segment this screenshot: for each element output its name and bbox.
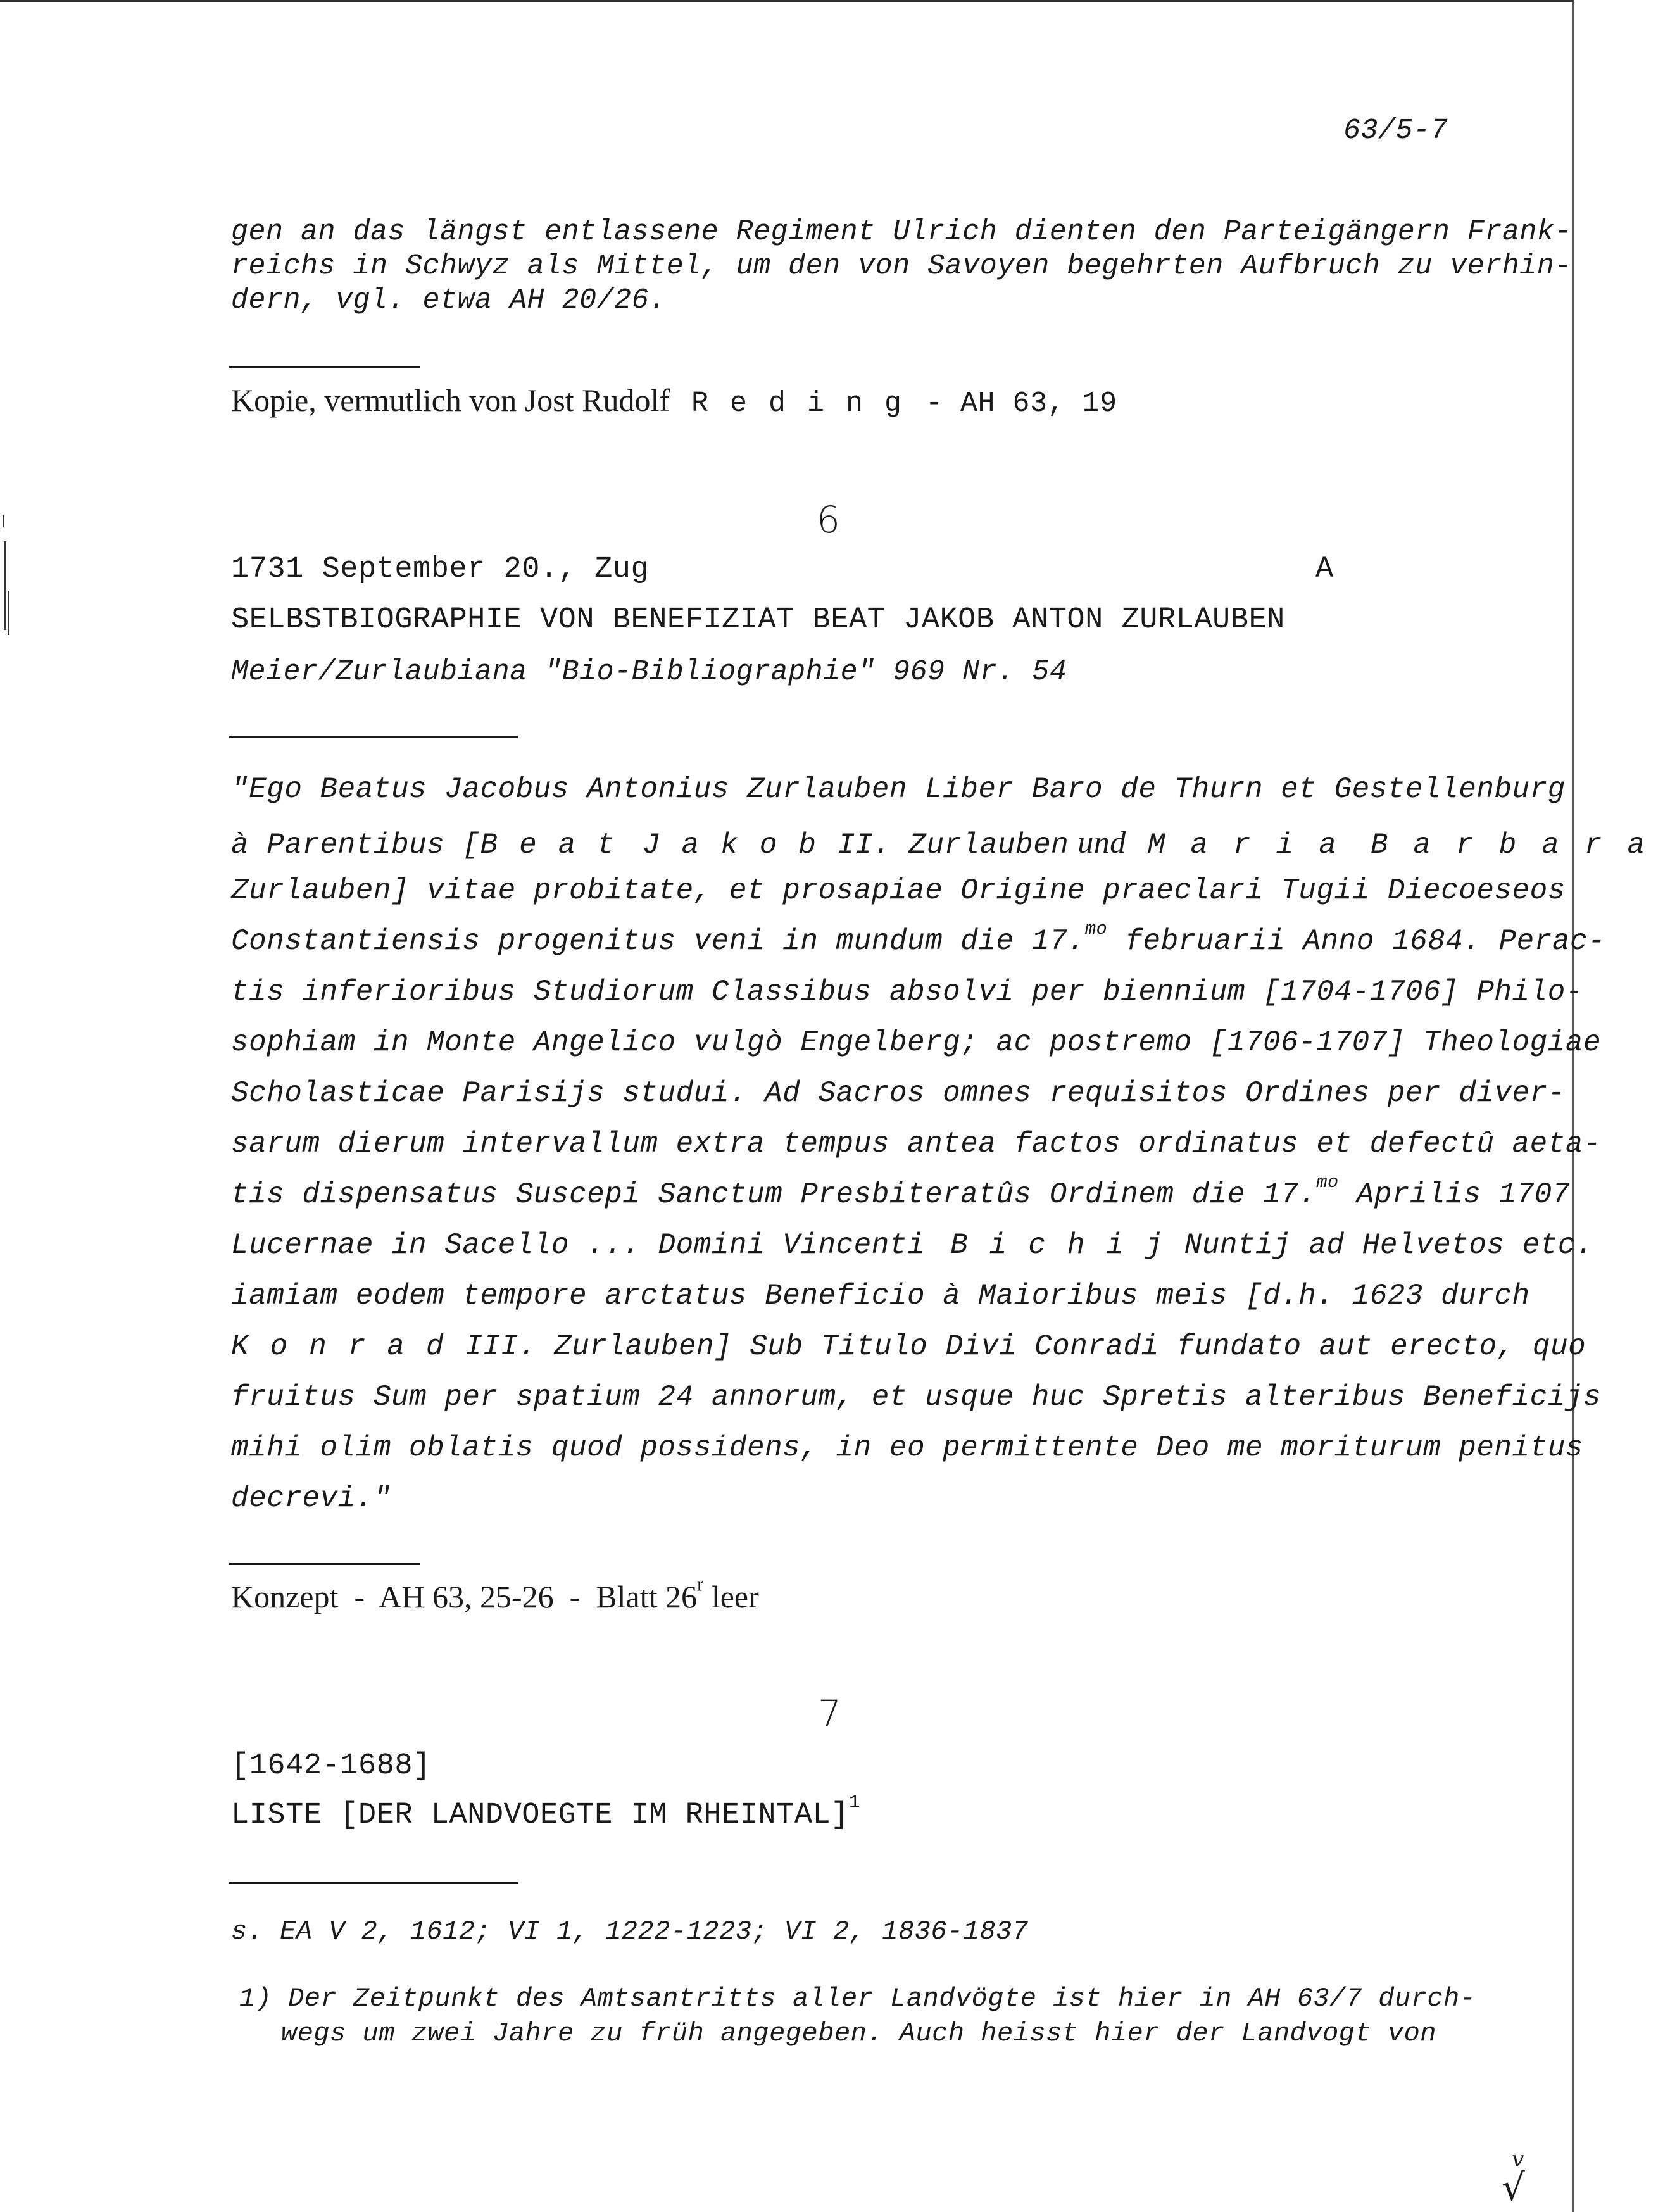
quote-line: "Ego Beatus Jacobus Antonius Zurlauben Liber Baro de Thurn et Gestellenburg <box>231 773 1566 806</box>
quote-text: II. Zurlauben <box>837 829 1069 862</box>
doc6-date: 1731 September 20., Zug <box>231 553 650 586</box>
quote-line <box>231 1229 1593 1262</box>
quote-text: Aprilis 1707 <box>1356 1178 1570 1211</box>
quote-line: iamiam eodem tempore arctatus Beneficio à Maioribus meis [d.h. 1623 durch <box>231 1279 1530 1312</box>
source-text: Konzept - AH 63, 25-26 - Blatt 26 <box>231 1579 698 1614</box>
quote-line <box>231 1330 1586 1363</box>
superscript: r <box>697 1573 704 1595</box>
document-number-6: 6 <box>817 498 840 541</box>
source-line-1 <box>231 382 1117 420</box>
quote-text: à Parentibus [ <box>231 829 480 862</box>
spaced-name-konrad: Konrad <box>231 1330 465 1363</box>
margin-scan-mark <box>3 515 4 527</box>
quote-line: decrevi." <box>231 1482 391 1515</box>
quote-line: tis inferioribus Studiorum Classibus absolvi per biennium [1704-1706] Philo- <box>231 976 1583 1009</box>
page-number: 63/5-7 <box>1343 115 1448 147</box>
doc7-date: [1642-1688] <box>231 1749 431 1783</box>
margin-scan-mark <box>8 591 9 635</box>
spaced-name-beat: Beat <box>480 829 636 862</box>
separator-rule <box>229 1882 518 1884</box>
quote-line: Zurlauben] vitae probitate, et prosapiae Origine praeclari Tugii Diecoeseos <box>231 874 1566 907</box>
source-name-spaced: Reding <box>691 387 924 420</box>
quote-text: februarii Anno 1684. Perac- <box>1125 925 1606 958</box>
doc7-title <box>231 1792 860 1832</box>
margin-scan-mark <box>4 541 6 630</box>
quote-text: Nuntij ad Helvetos etc. <box>1184 1229 1594 1262</box>
doc6-title: SELBSTBIOGRAPHIE VON BENEFIZIAT BEAT JAKOB ANTON ZURLAUBEN <box>231 603 1285 637</box>
quote-line: sarum dierum intervallum extra tempus antea factos ordinatus et defectû aeta- <box>231 1128 1602 1160</box>
quote-text: tis dispensatus Suscepi Sanctum Presbiteratûs Ordinem die 17. <box>231 1178 1317 1211</box>
footnote-line-2: wegs um zwei Jahre zu früh angegeben. Auch heisst hier der Landvogt von <box>281 2018 1436 2049</box>
intro-line-2: reichs in Schwyz als Mittel, um den von Savoyen begehrten Aufbruch zu verhin- <box>231 250 1572 282</box>
doc7-reference: s. EA V 2, 1612; VI 1, 1222-1223; VI 2, 1836-1837 <box>231 1916 1029 1947</box>
separator-rule <box>229 736 518 738</box>
source-text: leer <box>711 1579 759 1614</box>
spaced-name-barbara: Barbara <box>1370 829 1670 862</box>
spaced-name-jakob: Jakob <box>642 829 838 862</box>
doc6-marker: A <box>1315 553 1334 586</box>
spaced-name-maria: Maria <box>1147 829 1362 862</box>
source-prefix: Kopie, vermutlich von Jost Rudolf <box>231 382 670 418</box>
footnote-line-1: 1) Der Zeitpunkt des Amtsantritts aller Landvögte ist hier in AH 63/7 durch- <box>239 1983 1476 2014</box>
superscript: mo <box>1085 918 1108 939</box>
superscript: mo <box>1316 1171 1339 1193</box>
quote-text: Lucernae in Sacello ... Domini Vincenti <box>231 1229 926 1262</box>
separator-rule <box>229 366 420 368</box>
source-suffix: - AH 63, 19 <box>926 387 1117 420</box>
spaced-name-bichij: Bichij <box>950 1229 1184 1262</box>
quote-und: und <box>1077 824 1126 860</box>
separator-rule <box>229 1563 420 1565</box>
quote-text: Constantiensis progenitus veni in mundum die 17. <box>231 925 1086 958</box>
quote-line: Scholasticae Parisijs studui. Ad Sacros omnes requisitos Ordines per diver- <box>231 1077 1566 1110</box>
quote-line <box>231 824 1670 862</box>
handwritten-check-mark: √ <box>1502 2166 1525 2209</box>
intro-line-3: dern, vgl. etwa AH 20/26. <box>231 284 667 317</box>
doc6-source <box>231 1573 759 1615</box>
quote-line: fruitus Sum per spatium 24 annorum, et usque huc Spretis alteribus Beneficijs <box>231 1381 1602 1414</box>
footnote-marker: 1 <box>848 1792 860 1813</box>
quote-line: mihi olim oblatis quod possidens, in eo permittente Deo me moriturum penitus <box>231 1431 1583 1464</box>
handwritten-v-mark: v <box>1512 2147 1524 2172</box>
quote-text: III. Zurlauben] Sub Titulo Divi Conradi fundato aut erecto, quo <box>465 1330 1586 1363</box>
title-text: LISTE [DER LANDVOEGTE IM RHEINTAL] <box>231 1799 849 1832</box>
document-number-7: 7 <box>818 1692 841 1735</box>
quote-line <box>231 918 1606 958</box>
doc6-reference: Meier/Zurlaubiana "Bio-Bibliographie" 969 Nr. 54 <box>231 656 1067 688</box>
quote-line <box>231 1171 1570 1211</box>
intro-line-1: gen an das längst entlassene Regiment Ulrich dienten den Parteigängern Frank- <box>231 216 1572 248</box>
quote-line: sophiam in Monte Angelico vulgò Engelberg; ac postremo [1706-1707] Theologiae <box>231 1026 1602 1059</box>
